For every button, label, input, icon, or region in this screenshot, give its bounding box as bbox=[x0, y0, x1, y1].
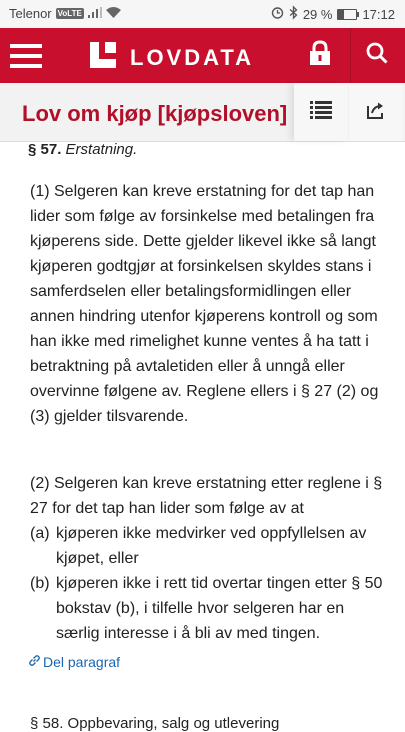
share-icon bbox=[366, 101, 386, 124]
logo-mark-icon bbox=[90, 42, 116, 73]
alarm-icon bbox=[271, 6, 284, 22]
hamburger-icon bbox=[10, 44, 42, 48]
page-title: Lov om kjøp [kjøpsloven] bbox=[22, 101, 288, 126]
battery-percent: 29 % bbox=[302, 6, 333, 22]
lock-icon bbox=[309, 41, 331, 70]
list-item-label: (a) bbox=[30, 525, 50, 542]
wifi-icon bbox=[106, 6, 121, 21]
logo-text: LOVDATA bbox=[130, 44, 255, 70]
share-button[interactable] bbox=[349, 83, 403, 141]
title-bar bbox=[0, 83, 405, 142]
clock: 17:12 bbox=[362, 6, 395, 22]
login-button[interactable] bbox=[294, 28, 346, 83]
share-paragraph-link[interactable] bbox=[28, 654, 120, 670]
section-heading bbox=[28, 141, 137, 158]
status-bar bbox=[0, 0, 405, 28]
signal-icon bbox=[88, 6, 102, 21]
volte-badge: VoLTE bbox=[57, 9, 82, 18]
search-button[interactable] bbox=[350, 28, 403, 83]
list-item-text: kjøperen ikke i rett tid overtar tingen etter § 50 bokstav (b), i tilfelle hvor selgeren har en særlig interesse i å bli av med tingen. bbox=[56, 575, 383, 642]
app-bar bbox=[0, 28, 405, 83]
list-item-label: (b) bbox=[30, 575, 50, 592]
bluetooth-icon bbox=[289, 6, 298, 22]
section-number: § 57. bbox=[28, 141, 62, 158]
menu-button[interactable] bbox=[0, 28, 52, 83]
lovdata-logo[interactable] bbox=[90, 42, 254, 73]
list-item-text: kjøperen ikke medvirker ved oppfyllelsen av kjøpet, eller bbox=[56, 525, 367, 567]
section-paragraph-2: (2) Selgeren kan kreve erstatning etter reglene i § 27 for det tap han lider som følge av at bbox=[30, 475, 383, 517]
battery-icon bbox=[337, 9, 357, 20]
next-section-heading: § 58. Oppbevaring, salg og utlevering bbox=[30, 715, 280, 732]
link-icon bbox=[28, 654, 41, 670]
section-paragraph-1: (1) Selgeren kan kreve erstatning for det tap han lider som følge av forsinkelse med betalingen fra kjøperens side. Dette gjelder likevel ikke så langt kjøperen godtgjør at forsinkelsen skyldes stans i samferdselen eller betalingsformidlingen eller annen hindring utenfor kjøperens kontroll og som han ikke med rimelighet kunne ventes å ha tatt i betraktning på avtaletiden eller å unngå eller overvinne følgene av. Reglene ellers i § 27 (2) og (3) gjelder tilsvarende. bbox=[30, 183, 379, 425]
search-icon bbox=[366, 42, 388, 69]
list-icon bbox=[310, 100, 332, 125]
carrier-label: Telenor bbox=[9, 6, 52, 21]
section-title: Erstatning. bbox=[65, 141, 138, 158]
share-paragraph-label: Del paragraf bbox=[43, 654, 121, 670]
table-of-contents-button[interactable] bbox=[294, 83, 348, 141]
